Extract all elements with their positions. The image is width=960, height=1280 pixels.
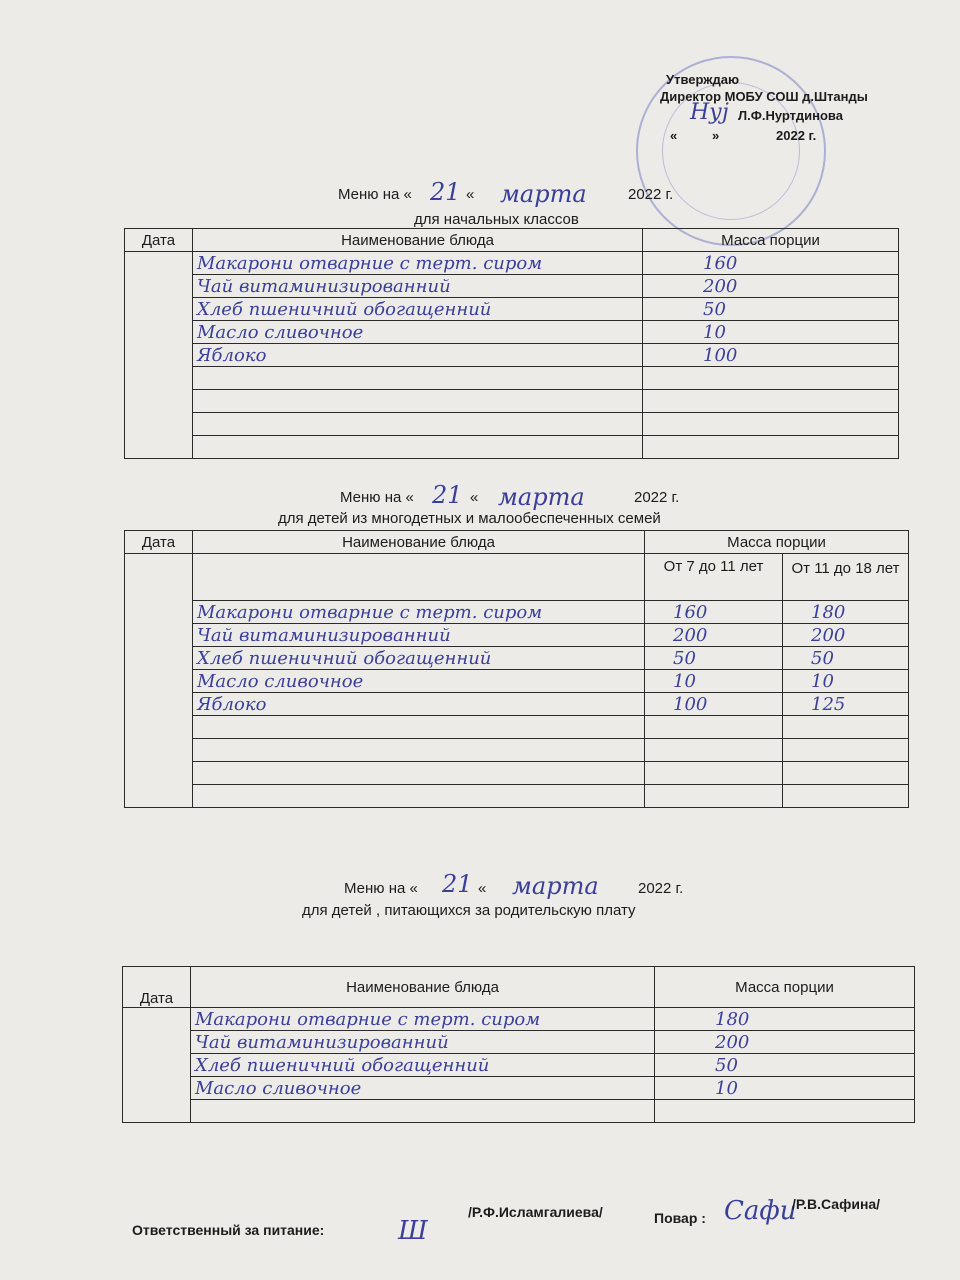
menu3-month: марта <box>512 872 599 900</box>
date-cell <box>125 252 193 459</box>
menu2-title-prefix: Меню на « <box>340 489 414 506</box>
table-row <box>125 647 909 670</box>
table-row-empty <box>125 436 899 459</box>
responsible-name: /Р.Ф.Исламгалиева/ <box>468 1204 603 1220</box>
mass-cell-11-18: 10 <box>783 670 909 693</box>
table-row <box>123 1077 915 1100</box>
menu1-quote: « <box>466 186 475 203</box>
menu3-subtitle: для детей , питающихся за родительскую плату <box>302 902 636 919</box>
menu1-year: 2022 г. <box>628 186 674 203</box>
cook-signature: Сафи <box>724 1196 797 1226</box>
approval-open-quote: « <box>670 128 678 143</box>
mass-cell: 10 <box>655 1077 915 1100</box>
header-dish: Наименование блюда <box>193 531 645 554</box>
table-row <box>125 252 899 275</box>
dish-cell: Хлеб пшеничний обогащенний <box>191 1054 655 1077</box>
header-dish: Наименование блюда <box>193 229 643 252</box>
mass-cell-7-11: 200 <box>645 624 783 647</box>
table-row <box>125 693 909 716</box>
table-row <box>125 601 909 624</box>
dish-cell: Макарони отварние с терт. сиром <box>193 252 643 275</box>
mass-cell-11-18: 50 <box>783 647 909 670</box>
cook-name: /Р.В.Сафина/ <box>792 1196 881 1212</box>
table-row-empty <box>125 716 909 739</box>
menu3-quote: « <box>478 880 487 897</box>
dish-cell: Макарони отварние с терт. сиром <box>193 601 645 624</box>
dish-cell: Чай витаминизированний <box>193 275 643 298</box>
approval-close-quote: » <box>712 128 720 143</box>
approval-line2: Директор МОБУ СОШ д.Штанды <box>660 89 868 104</box>
menu1-subtitle: для начальных классов <box>414 211 579 228</box>
mass-cell: 50 <box>643 298 899 321</box>
table-row <box>123 1031 915 1054</box>
mass-cell-11-18: 200 <box>783 624 909 647</box>
menu3-title-prefix: Меню на « <box>344 880 418 897</box>
table-row <box>125 670 909 693</box>
menu2-month: марта <box>498 483 585 511</box>
table-subheader-row <box>125 554 909 601</box>
table-row-empty <box>125 739 909 762</box>
dish-cell: Макарони отварние с терт. сиром <box>191 1008 655 1031</box>
mass-cell-7-11: 50 <box>645 647 783 670</box>
mass-cell: 10 <box>643 321 899 344</box>
mass-cell-11-18: 180 <box>783 601 909 624</box>
menu2-quote: « <box>470 489 479 506</box>
header-date: Дата <box>125 531 193 554</box>
cook-label: Повар : <box>654 1210 706 1226</box>
responsible-signature: Ш <box>398 1216 428 1246</box>
menu1-title-prefix: Меню на « <box>338 186 412 203</box>
mass-cell-7-11: 100 <box>645 693 783 716</box>
table-row-empty <box>125 762 909 785</box>
dish-cell: Хлеб пшеничний обогащенний <box>193 298 643 321</box>
header-mass: Масса порции <box>643 229 899 252</box>
header-date: Дата <box>123 967 191 1008</box>
dish-cell: Масло сливочное <box>193 321 643 344</box>
table-row <box>123 1054 915 1077</box>
dish-cell: Чай витаминизированний <box>191 1031 655 1054</box>
table-row <box>125 624 909 647</box>
menu3-table <box>122 966 915 1123</box>
table-row <box>125 344 899 367</box>
date-cell <box>125 554 193 808</box>
menu3-year: 2022 г. <box>638 880 684 897</box>
dish-cell: Яблоко <box>193 344 643 367</box>
mass-cell-7-11: 160 <box>645 601 783 624</box>
menu1-day: 21 <box>430 178 461 206</box>
dish-cell: Масло сливочное <box>193 670 645 693</box>
table-row-empty <box>125 413 899 436</box>
dish-cell: Яблоко <box>193 693 645 716</box>
dish-cell: Масло сливочное <box>191 1077 655 1100</box>
header-mass: Масса порции <box>655 967 915 1008</box>
approval-year: 2022 г. <box>776 128 817 143</box>
approval-line3: Л.Ф.Нуртдинова <box>738 108 843 123</box>
menu1-table <box>124 228 899 459</box>
mass-cell-7-11: 10 <box>645 670 783 693</box>
mass-cell: 200 <box>643 275 899 298</box>
table-row-empty <box>125 785 909 808</box>
table-row <box>125 321 899 344</box>
table-header-row <box>125 531 909 554</box>
date-cell <box>123 1008 191 1123</box>
header-mass: Масса порции <box>645 531 909 554</box>
table-row-empty <box>125 367 899 390</box>
header-date: Дата <box>125 229 193 252</box>
responsible-label: Ответственный за питание: <box>132 1222 325 1238</box>
mass-cell: 160 <box>643 252 899 275</box>
mass-cell: 200 <box>655 1031 915 1054</box>
table-header-row <box>123 967 915 1008</box>
director-signature: Нуј <box>690 100 729 125</box>
header-dish: Наименование блюда <box>191 967 655 1008</box>
mass-cell: 100 <box>643 344 899 367</box>
table-row-empty <box>125 390 899 413</box>
menu3-day: 21 <box>442 870 473 898</box>
menu1-month: марта <box>500 180 587 208</box>
table-header-row <box>125 229 899 252</box>
subheader-age-11-18: От 11 до 18 лет <box>783 554 909 601</box>
menu2-year: 2022 г. <box>634 489 680 506</box>
mass-cell: 180 <box>655 1008 915 1031</box>
table-row-empty <box>123 1100 915 1123</box>
subheader-age-7-11: От 7 до 11 лет <box>645 554 783 601</box>
table-row <box>125 275 899 298</box>
dish-cell: Чай витаминизированний <box>193 624 645 647</box>
mass-cell: 50 <box>655 1054 915 1077</box>
menu2-day: 21 <box>432 481 463 509</box>
menu2-subtitle: для детей из многодетных и малообеспеченных семей <box>278 510 661 527</box>
table-row <box>125 298 899 321</box>
approval-line1: Утверждаю <box>666 72 740 87</box>
mass-cell-11-18: 125 <box>783 693 909 716</box>
dish-cell: Хлеб пшеничний обогащенний <box>193 647 645 670</box>
table-row <box>123 1008 915 1031</box>
menu2-table <box>124 530 909 808</box>
